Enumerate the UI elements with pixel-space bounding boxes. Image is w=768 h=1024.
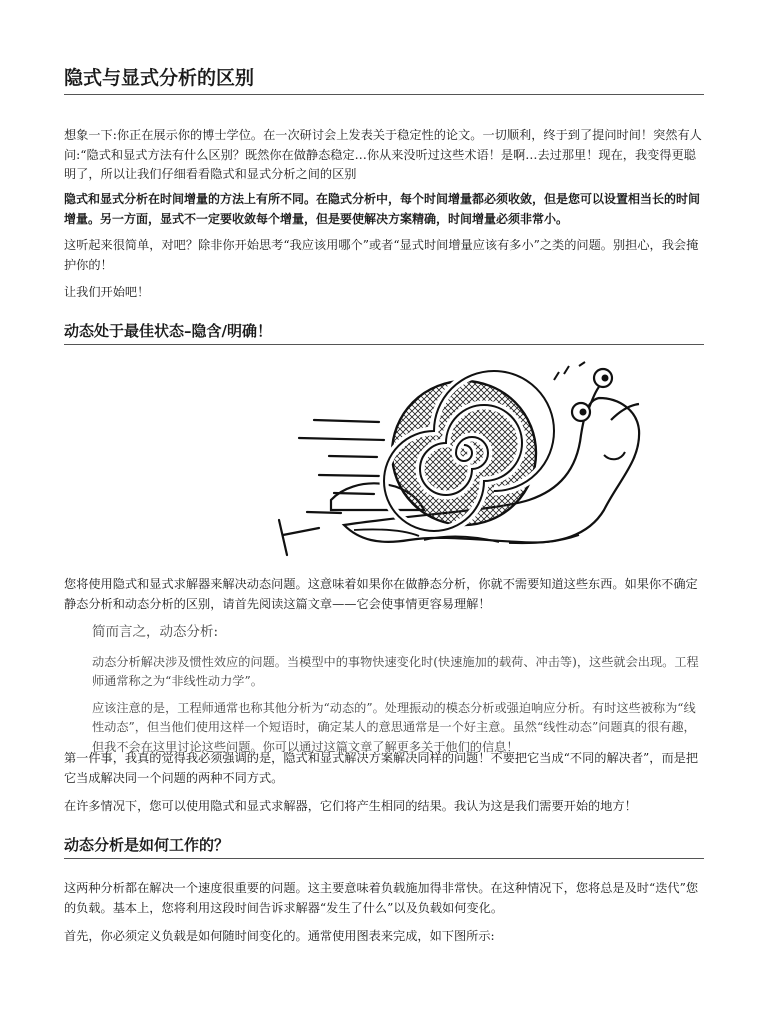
section1-paragraph-3: 在许多情况下，您可以使用隐式和显式求解器，它们将产生相同的结果。我认为这是我们需要开始的地方！ bbox=[64, 799, 637, 813]
intro-paragraph-1: 想象一下:你正在展示你的博士学位。在一次研讨会上发表关于稳定性的论文。一切顺利，终于到了提问时间！突然有人问:“隐式和显式方法有什么区别？既然你在做静态稳定…你从来没听过这些术语！是啊…去过那里！现在，我变得更聪明了，所以让我们仔细看看隐式和显式分析之间的区别 bbox=[64, 128, 702, 181]
intro-paragraph-bold: 隐式和显式分析在时间增量的方法上有所不同。在隐式分析中，每个时间增量都必须收敛，但是您可以设置相当长的时间增量。另一方面，显式不一定要收敛每个增量，但是要使解决方案精确，时间增量必须非常小。 bbox=[64, 192, 701, 226]
section1-paragraph-1: 您将使用隐式和显式求解器来解决动态问题。这意味着如果你在做静态分析，你就不需要知道这些东西。如果你不确定静态分析和动态分析的区别，请首先阅读这篇文章——它会使事情更容易理解！ bbox=[64, 577, 698, 611]
page-title: 隐式与显式分析的区别 bbox=[64, 66, 704, 95]
section2-paragraph-1: 这两种分析都在解决一个速度很重要的问题。这主要意味着负载施加得非常快。在这种情况下，您将总是及时“迭代”您的负载。基本上，您将利用这段时间告诉求解器“发生了什么”以及负载如何变化。 bbox=[64, 881, 699, 915]
section2-paragraph-2: 首先，你必须定义负载是如何随时间变化的。通常使用图表来完成，如下图所示: bbox=[64, 929, 495, 943]
section-heading-how-it-works: 动态分析是如何工作的？ bbox=[64, 835, 704, 859]
intro-paragraph-3: 这听起来很简单，对吧？除非你开始思考“我应该用哪个”或者“显式时间增量应该有多小”之类的问题。别担心，我会掩护你的！ bbox=[64, 238, 699, 272]
intro-paragraph-4: 让我们开始吧！ bbox=[64, 285, 150, 299]
note-paragraph-2: 应该注意的是，工程师通常也称其他分析为“动态的”。处理振动的模态分析或强迫响应分析。有时这些被称为“线性动态”，但当他们使用这样一个短语时，确定某人的意思通常是一个好主意。虽然“线性动态”问题真的很有趣，但我不会在这里讨论这些问题。你可以通过这篇文章了解更多关于他们的信息！ bbox=[92, 700, 696, 754]
section-heading-dynamics: 动态处于最佳状态–隐含/明确！ bbox=[64, 321, 704, 345]
note-box bbox=[92, 623, 704, 757]
note-paragraph-1: 动态分析解决涉及惯性效应的问题。当模型中的事物快速变化时(快速施加的载荷、冲击等)，这些就会出现。工程师通常称之为“非线性动力学”。 bbox=[92, 654, 699, 688]
snail-illustration bbox=[259, 360, 659, 565]
section1-paragraph-2: 第一件事，我真的觉得我必须强调的是，隐式和显式解决方案解决同样的问题！不要把它当成“不同的解决者”，而是把它当成解决同一个问题的两种不同方式。 bbox=[64, 751, 699, 785]
note-title: 简而言之，动态分析: bbox=[92, 624, 219, 640]
